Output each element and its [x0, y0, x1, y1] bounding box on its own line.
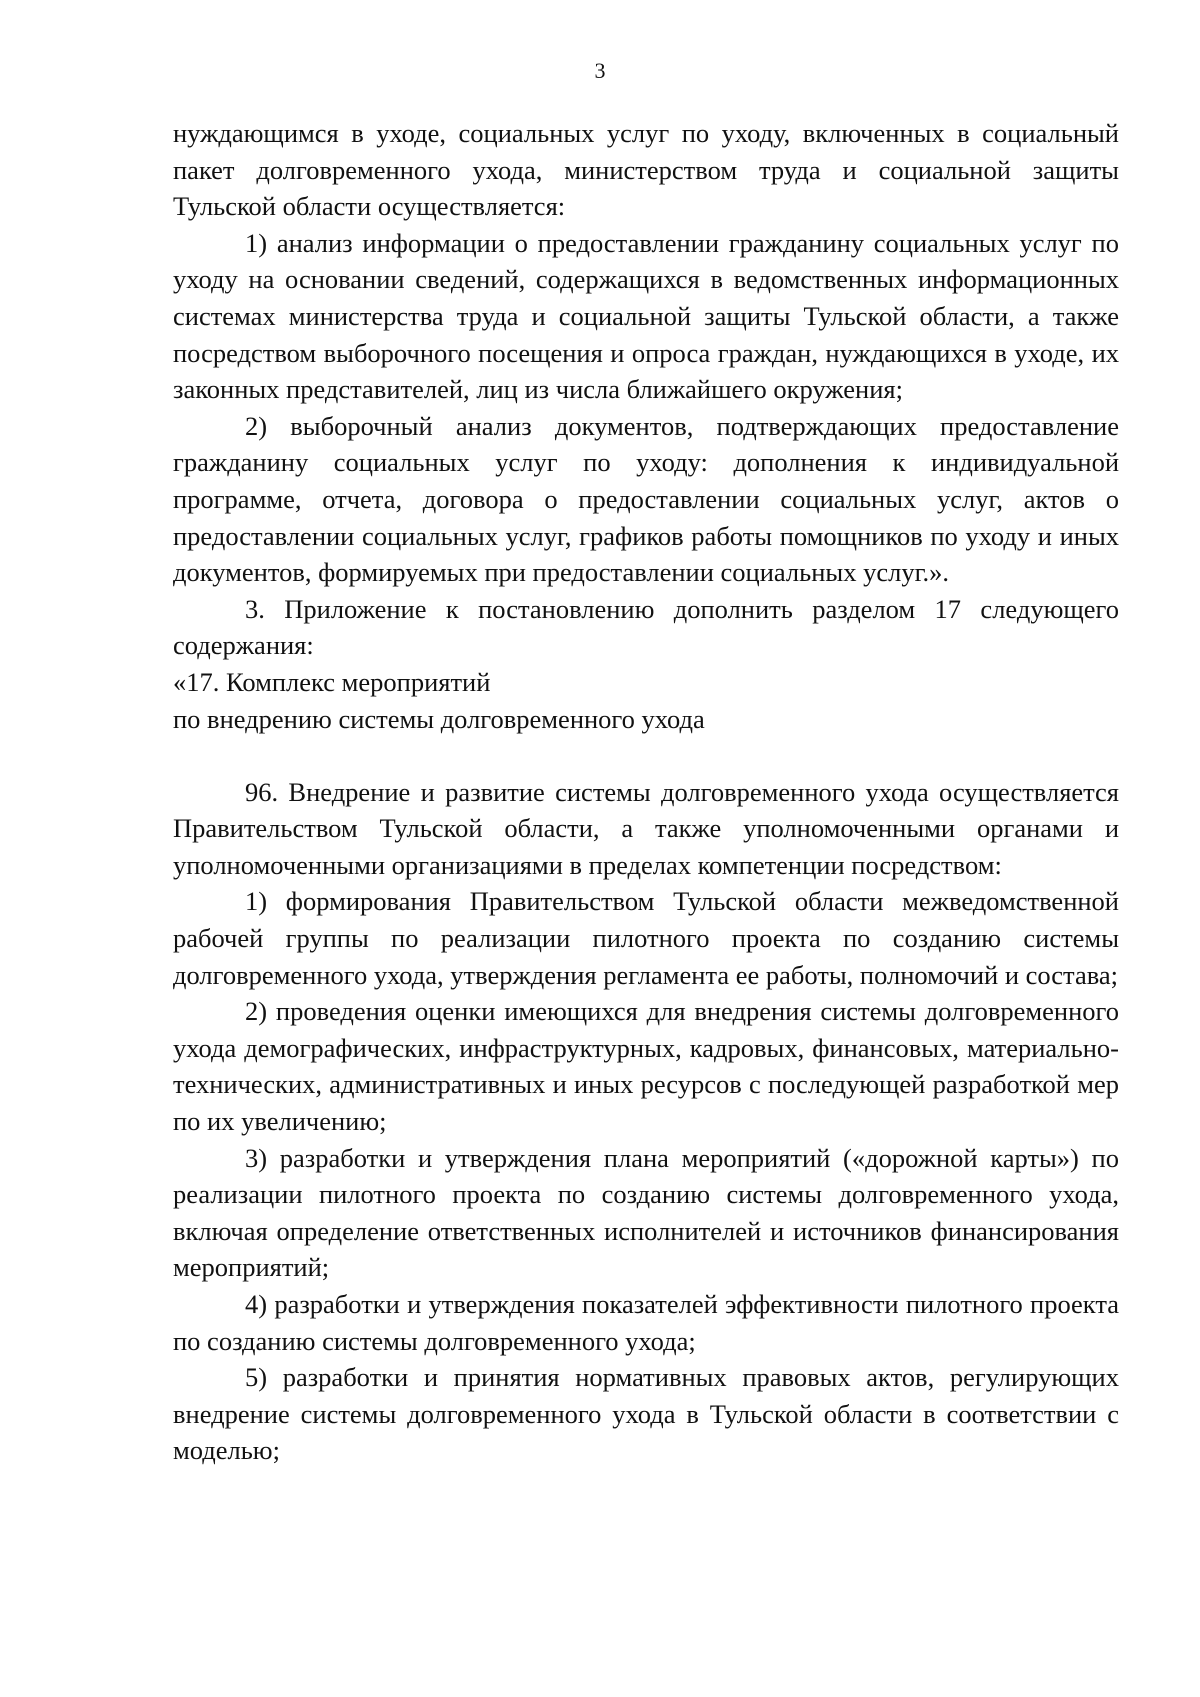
paragraph-continuation: нуждающимся в уходе, социальных услуг по уходу, включенных в социальный пакет долговременного ухода, министерством труда и социальной защиты Тульской области осуществляется:: [173, 118, 1119, 222]
paragraph-measure-1: 1) формирования Правительством Тульской области межведомственной рабочей группы по реализации пилотного проекта по созданию системы долговременного ухода, утверждения регламента ее работы, полномочий и состава;: [173, 886, 1119, 990]
paragraph-measure-4: 4) разработки и утверждения показателей эффективности пилотного проекта по созданию системы долговременного ухода;: [173, 1289, 1119, 1356]
paragraph-measure-5: 5) разработки и принятия нормативных правовых актов, регулирующих внедрение системы долговременного ухода в Тульской области в соответствии с моделью;: [173, 1362, 1119, 1466]
section-heading-line-1: «17. Комплекс мероприятий: [173, 666, 491, 697]
paragraph-item-1: 1) анализ информации о предоставлении гражданину социальных услуг по уходу на основании сведений, содержащихся в ведомственных информационных системах министерства труда и социальной защиты Тульской области, а также посредством выборочного посещения и опроса граждан, нуждающихся в уходе, их законных представителей, лиц из числа ближайшего окружения;: [173, 227, 1119, 405]
paragraph-measure-3: 3) разработки и утверждения плана мероприятий («дорожной карты») по реализации пилотного проекта по созданию системы долговременного ухода, включая определение ответственных исполнителей и источников финансирования мероприятий;: [173, 1142, 1119, 1283]
document-body: [173, 115, 1119, 1469]
paragraph-item-2: 2) выборочный анализ документов, подтверждающих предоставление гражданину социальных услуг по уходу: дополнения к индивидуальной программе, отчета, договора о предоставлении социальных услуг, актов о предоставлении социальных услуг, графиков работы помощников по уходу и иных документов, формируемых при предоставлении социальных услуг.».: [173, 410, 1119, 588]
paragraph-clause-96: 96. Внедрение и развитие системы долговременного ухода осуществляется Правительством Тульской области, а также уполномоченными органами и уполномоченными организациями в пределах компетенции посредством:: [173, 776, 1119, 880]
paragraph-point-3: 3. Приложение к постановлению дополнить разделом 17 следующего содержания:: [173, 593, 1119, 661]
section-heading-line-2: по внедрению системы долговременного ухода: [173, 703, 705, 734]
section-spacer: [173, 737, 1119, 774]
page-number: 3: [594, 58, 606, 83]
paragraph-measure-2: 2) проведения оценки имеющихся для внедрения системы долговременного ухода демографических, инфраструктурных, кадровых, финансовых, материально-технических, административных и иных ресурсов с последующей разработкой мер по их увеличению;: [173, 996, 1119, 1137]
